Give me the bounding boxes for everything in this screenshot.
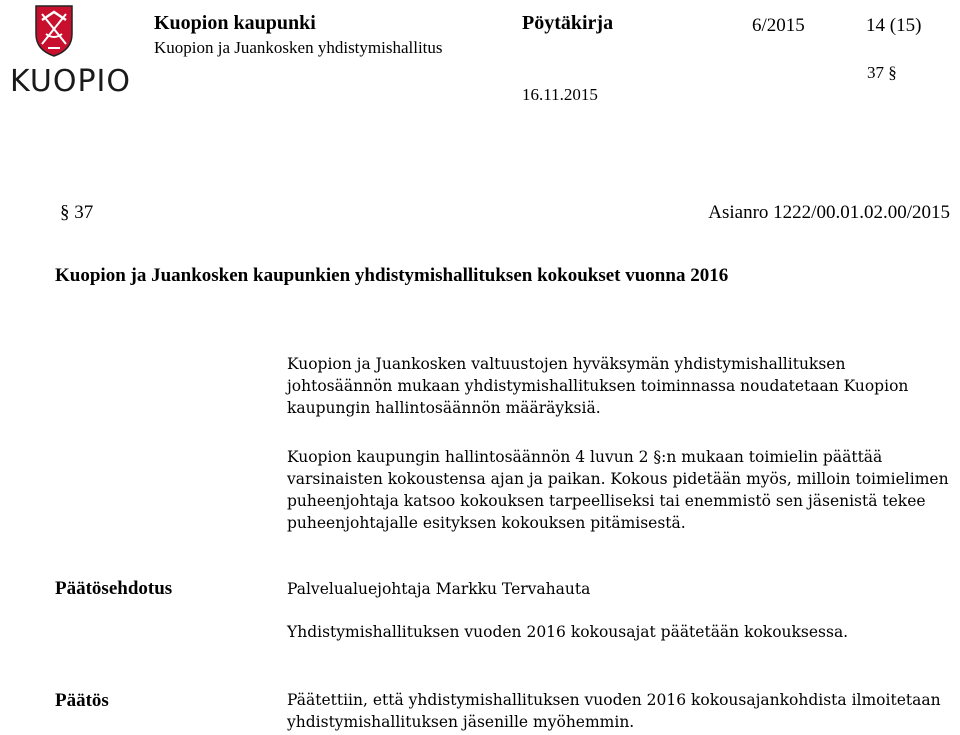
board-name: Kuopion ja Juankosken yhdistymishallitus — [154, 38, 443, 57]
proposal-text: Yhdistymishallituksen vuoden 2016 kokousajat päätetään kokouksessa. — [287, 623, 849, 641]
body-paragraph-1: Kuopion ja Juankosken valtuustojen hyväksymän yhdistymishallituksen johtosäännön mukaan yhdistymishallituksen toiminnassa noudatetaan Kuopion kaupungin hallintosäännön määräyksiä. — [287, 355, 909, 417]
decision-text: Päätettiin, että yhdistymishallituksen vuoden 2016 kokousajankohdista ilmoitetaan yhdistymishallituksen jäsenille myöhemmin. — [287, 691, 941, 731]
proposal-presenter: Palvelualuejohtaja Markku Tervahauta — [287, 580, 591, 598]
meeting-date: 16.11.2015 — [522, 85, 598, 104]
logo-wordmark: KUOPIO — [10, 64, 131, 99]
coat-of-arms-icon — [34, 4, 74, 58]
proposal-label: Päätösehdotus — [55, 578, 173, 599]
body-paragraph-2: Kuopion kaupungin hallintosäännön 4 luvun 2 §:n mukaan toimielin päättää varsinaisten kokoustensa ajan ja paikan. Kokous pidetään myös, milloin toimielimen puheenjohtaja katsoo kokouksen tarpeelliseksi tai enemmistö sen jäsenistä tekee puheenjohtajalle esityksen kokouksen pitämisestä. — [287, 448, 949, 532]
page-number: 14 (15) — [866, 15, 922, 36]
item-title: Kuopion ja Juankosken kaupunkien yhdistymishallituksen kokoukset vuonna 2016 — [55, 265, 729, 286]
section-number: § 37 — [60, 202, 94, 223]
document-type: Pöytäkirja — [522, 12, 614, 34]
decision-label: Päätös — [55, 690, 109, 711]
kuopio-logo — [4, 4, 131, 99]
case-number: Asianro 1222/00.01.02.00/2015 — [708, 202, 950, 223]
header-section: 37 § — [867, 63, 897, 82]
document-number: 6/2015 — [752, 15, 805, 36]
organization-name: Kuopion kaupunki — [154, 12, 316, 34]
